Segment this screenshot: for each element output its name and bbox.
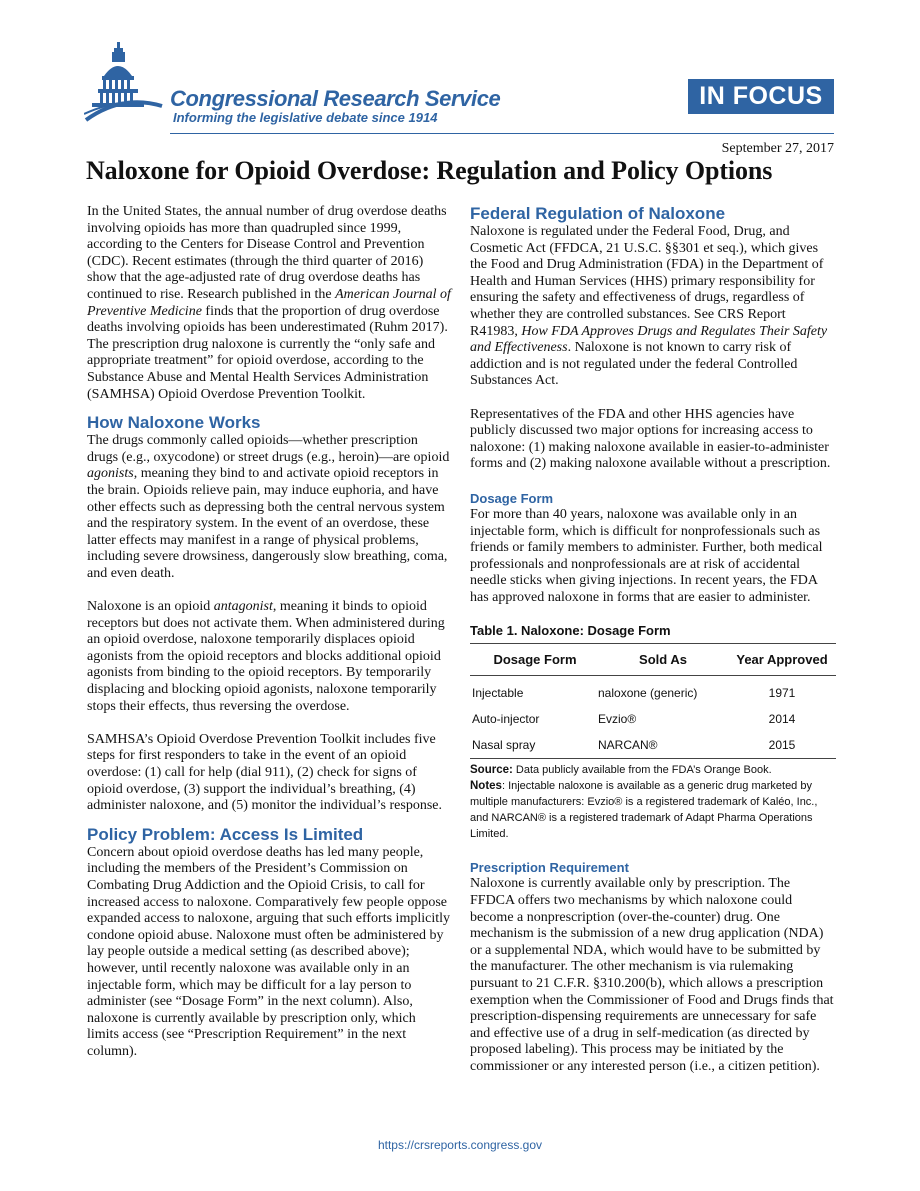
table-cell: Evzio® [598, 712, 637, 727]
subheading-dosage-form: Dosage Form [470, 490, 554, 506]
right-column [470, 204, 836, 1076]
table-row [470, 676, 836, 707]
table-caption: Table 1. Naloxone: Dosage Form [470, 623, 671, 639]
table-notes-text [470, 778, 836, 842]
table-cell: 2014 [768, 712, 796, 727]
left-column [87, 204, 451, 1061]
table-row [470, 732, 836, 759]
in-focus-badge: IN FOCUS [688, 79, 834, 114]
italic-text: American Journal of Preventive Medicine [87, 286, 451, 319]
table-cell: naloxone (generic) [598, 686, 698, 701]
page-title: Naloxone for Opioid Overdose: Regulation and Policy Options [86, 156, 773, 185]
dosage-form-table [470, 643, 836, 759]
publication-date: September 27, 2017 [721, 141, 834, 156]
table-header-cell: Year Approved [736, 652, 828, 668]
italic-text: antagonist [213, 599, 273, 615]
federal-paragraph-2: Representatives of the FDA and other HHS agencies have publicly discussed two major options for increasing access to naloxone: (1) making naloxone available in easier-to-administer forms and (2) making naloxone available without a prescription. [470, 406, 831, 472]
table-header-row [470, 644, 836, 676]
notes-text: : Injectable naloxone is available as a generic drug marketed by multiple manufacturers: Evzio® is a registered trademark of Kaléo, Inc., and NARCAN® is a registered trademark of Adapt Pharma Operations Limited. [470, 780, 818, 841]
italic-text: agonists [87, 466, 134, 482]
dosage-table-block [470, 623, 836, 842]
italic-text: How FDA Approves Drugs and Regulates Their Safety and Effectiveness [470, 323, 828, 356]
table-header-cell: Sold As [639, 652, 687, 668]
how-paragraph-2: Naloxone is an opioid antagonist, meaning it binds to opioid receptors but does not activate them. When administered during an opioid overdose, naloxone temporarily displaces opioid agonists from the opioid receptors and blocks additional opioid agonists from binding to the opioid receptors. By temporarily displacing and blocking opioid agonists, naloxone temporarily stops their effects, thus reversing the overdose. [87, 599, 445, 714]
table-cell: NARCAN® [598, 732, 728, 759]
header-divider [170, 133, 834, 134]
table-cell: Injectable [472, 686, 524, 701]
capitol-dome-icon [84, 42, 164, 124]
table-cell: 1971 [768, 686, 796, 701]
table-cell: Nasal spray [470, 732, 598, 759]
table-header-cell: Dosage Form [493, 652, 577, 668]
federal-paragraph-1: Naloxone is regulated under the Federal Food, Drug, and Cosmetic Act (FFDCA, 21 U.S.C. §§301 et seq.), which gives the Food and Drug Administration (FDA) in the Department of Health and Human Services (HHS) primary responsibility for ensuring the safety and effectiveness of drugs, regardless of whether they are controlled substances. See CRS Report R41983, How FDA Approves Drugs and Regulates Their Safety and Effectiveness. Naloxone is not known to carry risk of addiction and is not regulated under the federal Controlled Substances Act. [470, 224, 828, 389]
notes-label: Notes [470, 780, 502, 793]
org-tagline: Informing the legislative debate since 1914 [173, 110, 438, 125]
table-row [470, 706, 836, 732]
section-heading-policy-problem: Policy Problem: Access Is Limited [87, 824, 364, 844]
policy-paragraph-1: Concern about opioid overdose deaths has led many people, including the members of the President’s Commission on Combating Drug Addiction and the Opioid Crisis, to call for increased access to naloxone. Comparatively few people oppose expanded access to naloxone, arguing that such efforts implicitly condone opioid abuse. Naloxone must often be administered by lay people outside a medical setting (as described above); however, until recently naloxone was available only in an injectable form, which may be difficult for a lay person to administer (see “Dosage Form” in the next column). Also, naloxone is currently available by prescription only, which limits access (see “Prescription Requirement” in the next column). [87, 844, 450, 1059]
how-paragraph-1: The drugs commonly called opioids—whether prescription drugs (e.g., oxycodone) or street drugs (e.g., heroin)—are opioid agonists, meaning they bind to and activate opioid receptors in the brain. Opioids relieve pain, may induce euphoria, and have other effects such as depressing both the central nervous system and the respiratory system. In the event of an overdose, these latter effects may manifest in a range of physical problems, including severe drowsiness, dangerously slow breathing, coma, and even death. [87, 433, 450, 581]
subheading-prescription-requirement: Prescription Requirement [470, 860, 629, 876]
page-header [0, 0, 920, 140]
table-cell: 2015 [728, 732, 836, 759]
intro-paragraph: In the United States, the annual number of drug overdose deaths involving opioids has more than quadrupled since 1999, according to the Centers for Disease Control and Prevention (CDC). Recent estimates (through the third quarter of 2016) show that the age-adjusted rate of drug overdose deaths has continued to rise. Research published in the American Journal of Preventive Medicine finds that the proportion of drug overdose deaths involving opioids has been underestimated (Ruhm 2017). The prescription drug naloxone is currently the “only safe and appropriate treatment” for opioid overdose, according to the Substance Abuse and Mental Health Services Administration (SAMHSA) Opioid Overdose Prevention Toolkit. [87, 204, 451, 402]
rx-paragraph-1: Naloxone is currently available only by prescription. The FFDCA offers two mechanisms by which naloxone could become a nonprescription (over-the-counter) drug. One mechanism is the submission of a new drug application (NDA) or a supplemental NDA, which would have to be submitted by the manufacturer. The other mechanism is via rulemaking pursuant to 21 C.F.R. §310.200(b), which allows a prescription exemption when the Commissioner of Food and Drugs finds that prescription-dispensing requirements are unnecessary for safe and effective use of a drug in self-medication (as directed by proposed labeling). This process may be initiated by the commissioner or any interested person (i.e., a citizen petition). [470, 876, 834, 1074]
section-heading-federal-regulation: Federal Regulation of Naloxone [470, 204, 726, 223]
org-name: Congressional Research Service [170, 86, 501, 111]
how-paragraph-3: SAMHSA’s Opioid Overdose Prevention Toolkit includes five steps for first responders to take in the event of an opioid overdose: (1) call for help (dial 911), (2) check for signs of opioid overdose, (3) support the individual’s breathing, (4) administer naloxone, and (5) monitor the individual’s response. [87, 731, 442, 814]
source-text: Data publicly available from the FDA’s Orange Book. [512, 764, 772, 777]
dosage-paragraph-1: For more than 40 years, naloxone was available only in an injectable form, which is difficult for nonprofessionals such as friends or family members to administer. Further, both medical professionals and nonprofessionals are at risk of accidental needle sticks when giving injections. In recent years, the FDA has approved naloxone in forms that are easier to administer. [470, 506, 823, 605]
footer-url-link[interactable]: https://crsreports.congress.gov [377, 1138, 543, 1152]
source-label: Source: [470, 764, 513, 777]
section-heading-how-naloxone-works: How Naloxone Works [87, 413, 261, 433]
table-cell: Auto-injector [472, 712, 540, 727]
table-source [470, 762, 836, 778]
table-notes [470, 762, 836, 842]
